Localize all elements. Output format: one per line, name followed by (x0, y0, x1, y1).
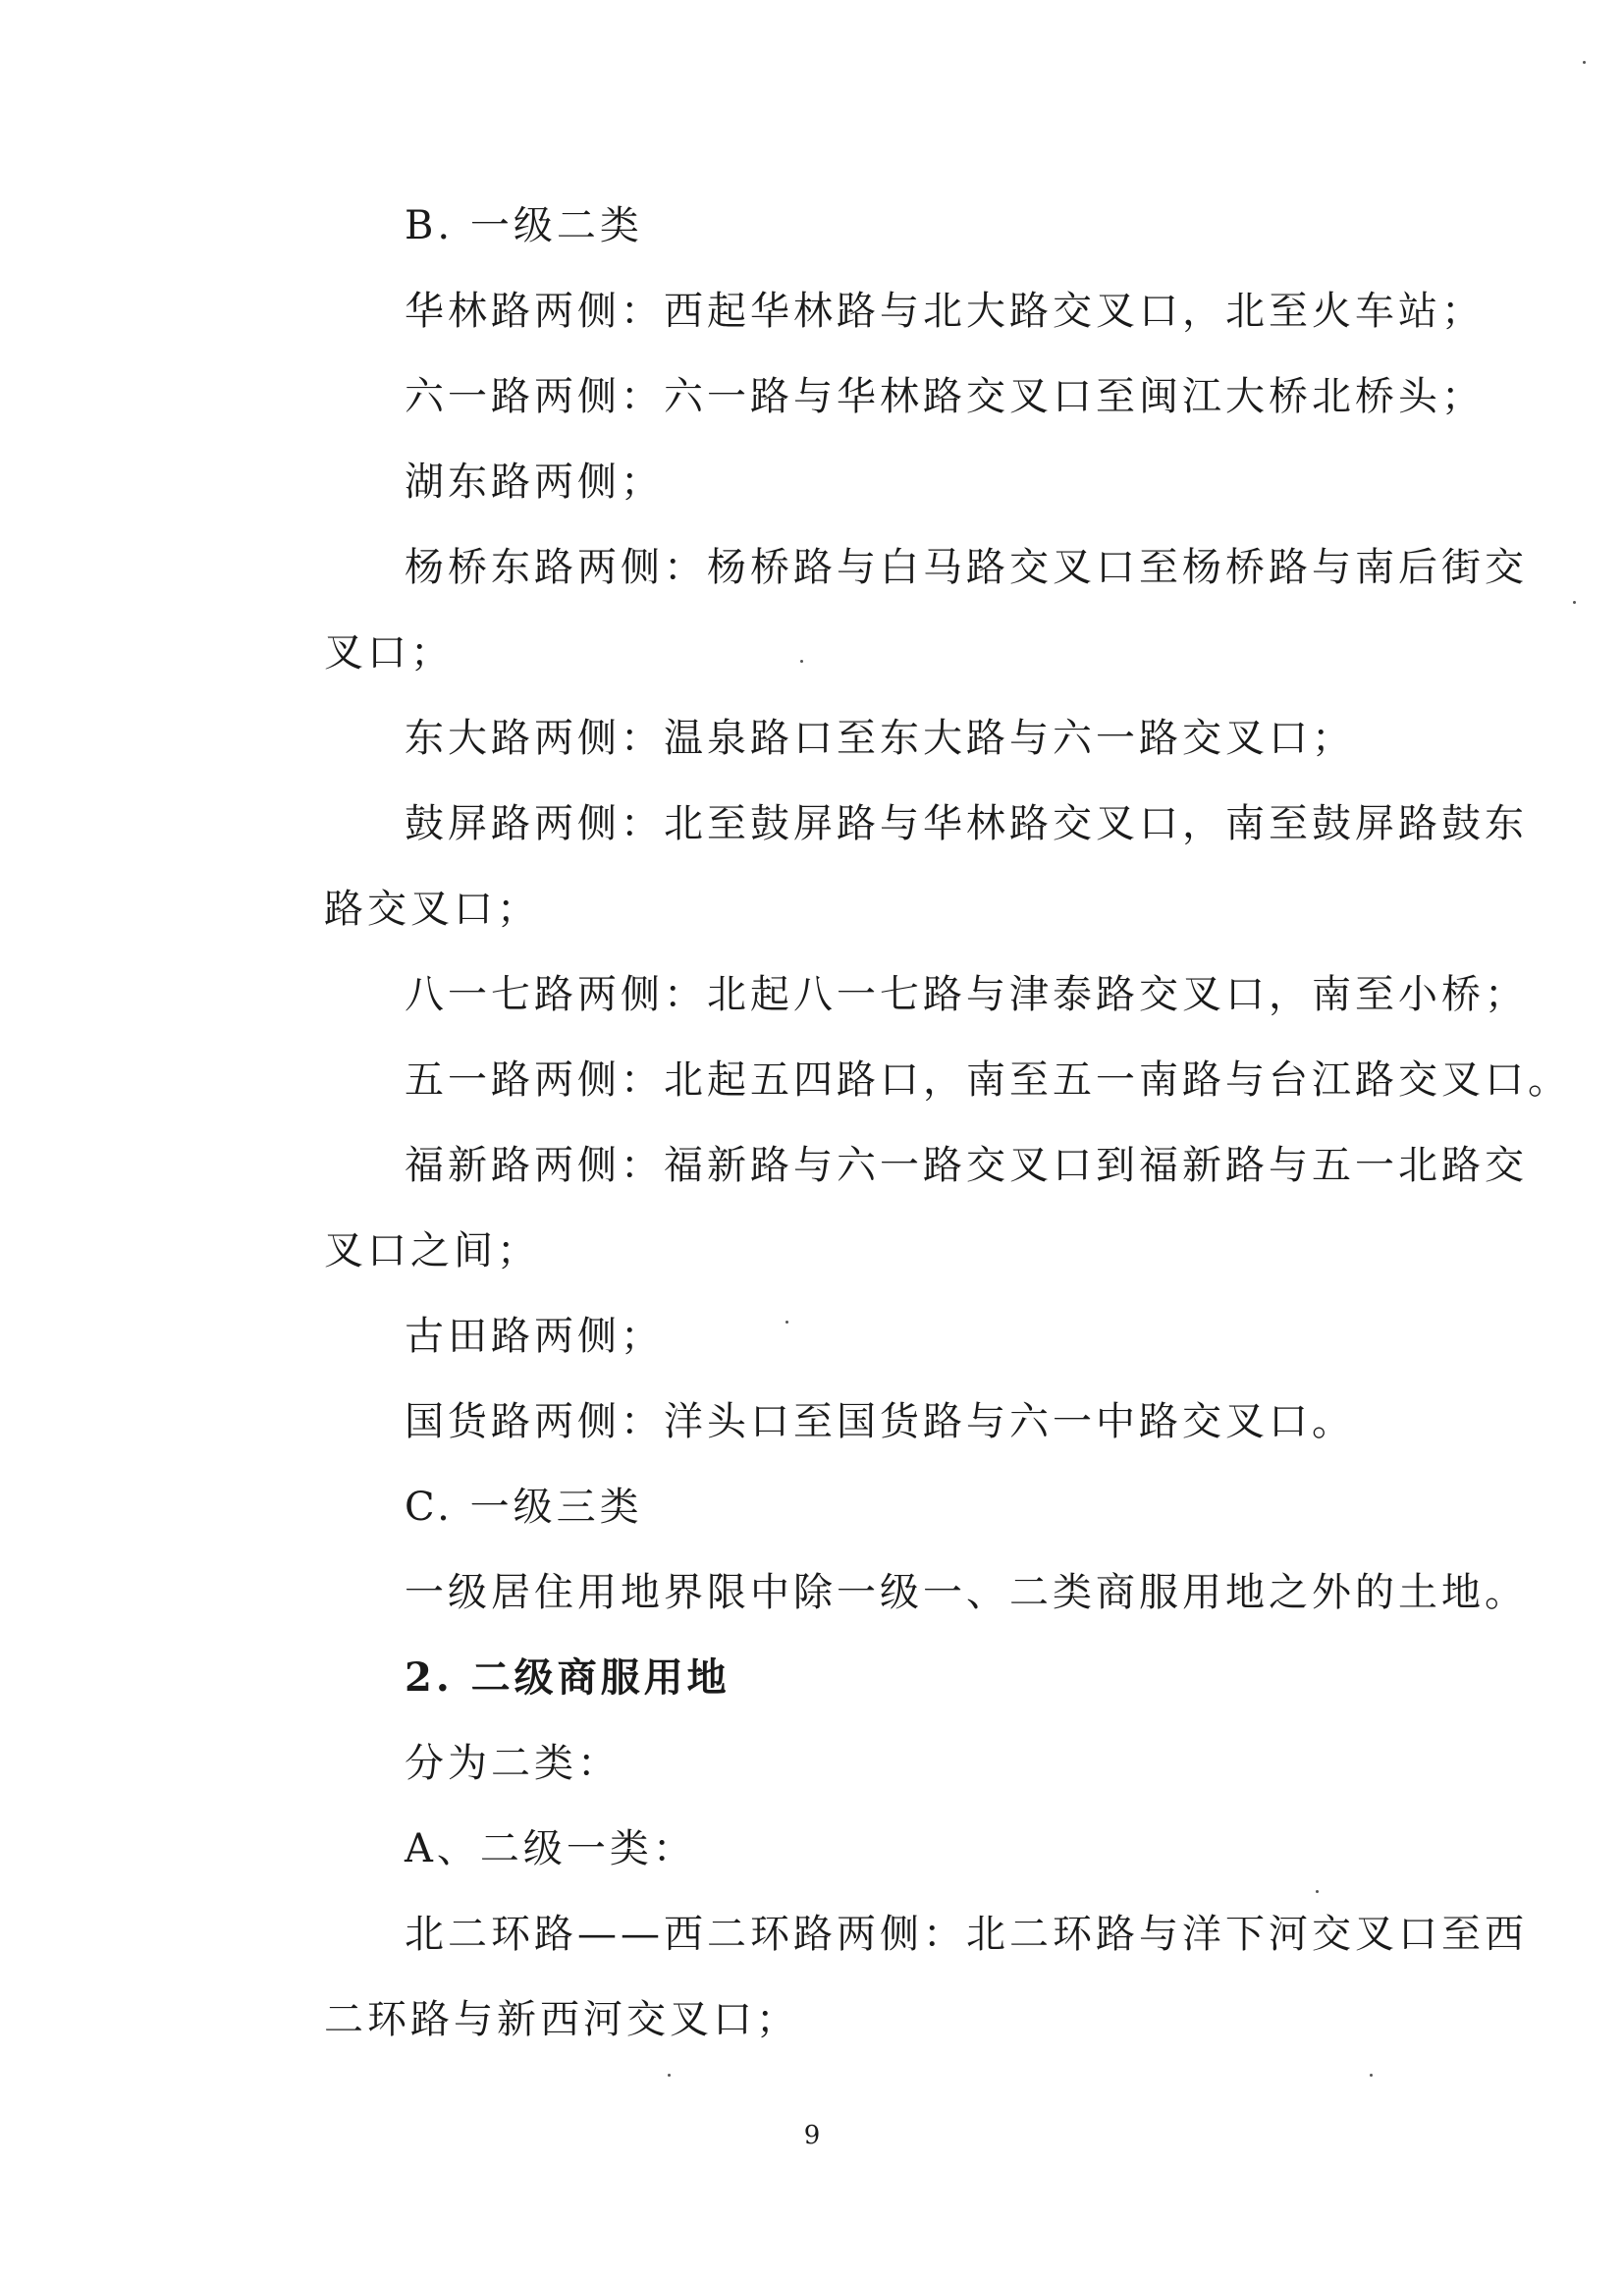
subsection-b-heading: B. 一级二类 (405, 203, 643, 248)
paragraph-guohuo-road: 国货路两侧：洋头口至国货路与六一中路交叉口。 (405, 1399, 1355, 1444)
paragraph-yangqiao-east-road-cont: 叉口； (324, 630, 454, 676)
paragraph-liuyi-road: 六一路两侧：六一路与华林路交叉口至闽江大桥北桥头； (405, 374, 1485, 419)
scan-speck (1370, 2074, 1373, 2077)
paragraph-hualin-road: 华林路两侧：西起华林路与北大路交叉口，北至火车站； (405, 289, 1485, 334)
paragraph-yangqiao-east-road: 杨桥东路两侧：杨桥路与白马路交叉口至杨桥路与南后街交 (405, 545, 1528, 590)
scan-speck (1583, 61, 1586, 64)
paragraph-gutian-road: 古田路两侧； (405, 1314, 664, 1359)
paragraph-dongda-road: 东大路两侧：温泉路口至东大路与六一路交叉口； (405, 716, 1355, 761)
subsection-a-heading: A、二级一类： (405, 1826, 696, 1871)
paragraph-north-west-ring-road: 北二环路——西二环路两侧：北二环路与洋下河交叉口至西 (405, 1912, 1528, 1957)
paragraph-bayiqi-road: 八一七路两侧：北起八一七路与津泰路交叉口，南至小桥； (405, 972, 1528, 1017)
paragraph-hudong-road: 湖东路两侧； (405, 460, 664, 505)
paragraph-wuyi-road: 五一路两侧：北起五四路口，南至五一南路与台江路交叉口。 (405, 1057, 1571, 1103)
paragraph-north-west-ring-road-cont: 二环路与新西河交叉口； (324, 1997, 799, 2042)
scan-speck (668, 2074, 671, 2077)
section-2-heading: 2. 二级商服用地 (405, 1654, 731, 1701)
scan-speck (800, 660, 803, 663)
paragraph-level-one-class-three: 一级居住用地界限中除一级一、二类商服用地之外的土地。 (405, 1570, 1528, 1615)
paragraph-fuxin-road: 福新路两侧：福新路与六一路交叉口到福新路与五一北路交 (405, 1143, 1528, 1188)
subsection-c-heading: C. 一级三类 (405, 1485, 643, 1530)
page-number: 9 (803, 2121, 821, 2150)
paragraph-two-classes: 分为二类： (405, 1741, 621, 1786)
scan-speck (1573, 601, 1576, 604)
paragraph-guping-road-cont: 路交叉口； (324, 887, 540, 932)
paragraph-guping-road: 鼓屏路两侧：北至鼓屏路与华林路交叉口，南至鼓屏路鼓东 (405, 801, 1528, 846)
scan-speck (1316, 1890, 1319, 1893)
paragraph-fuxin-road-cont: 叉口之间； (324, 1228, 540, 1273)
scan-speck (785, 1321, 788, 1324)
